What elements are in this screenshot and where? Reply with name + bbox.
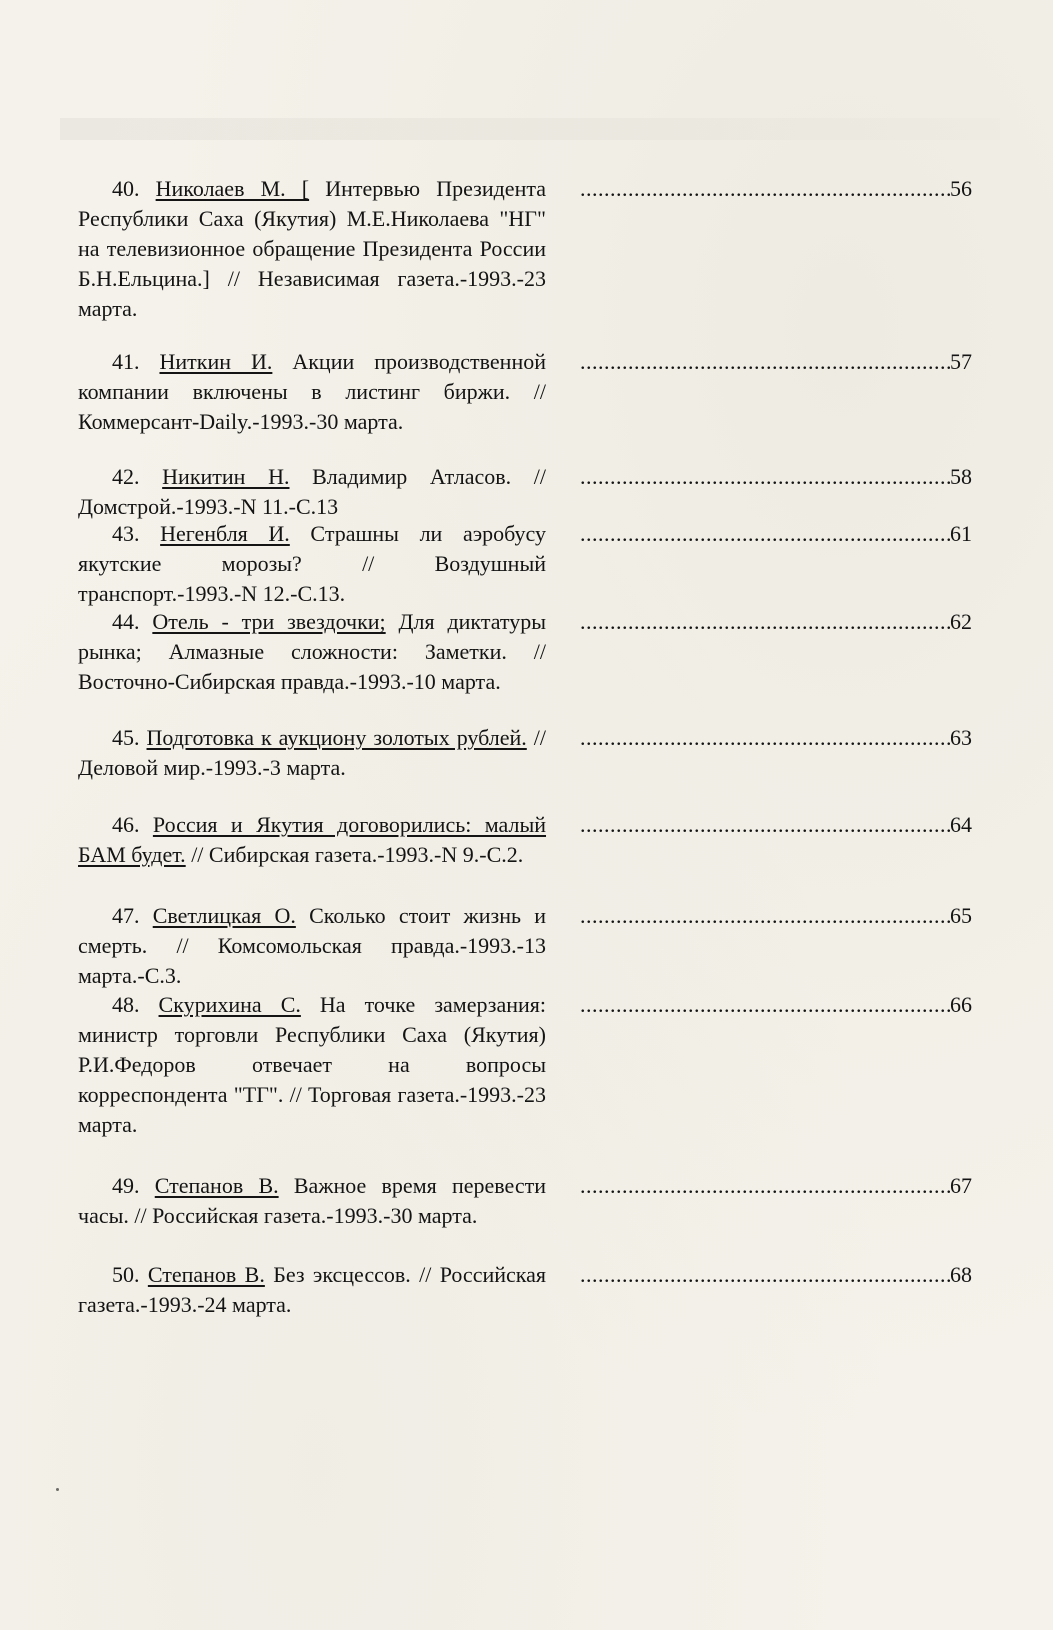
dot-leader — [580, 1171, 950, 1201]
entry-number: 40. — [112, 176, 140, 201]
page-reference — [580, 462, 972, 492]
page-number: 62 — [950, 609, 972, 634]
entry-description: Страшны ли аэробусу якутские морозы? // Воздушный транспорт.-1993.-N 12.-С.13. — [78, 521, 546, 606]
entry-description: // Сибирская газета.-1993.-N 9.-С.2. — [185, 842, 524, 867]
entry-author: Никитин Н. — [162, 464, 290, 489]
entry-number: 46. — [112, 812, 140, 837]
entry-author: Светлицкая О. — [152, 903, 296, 928]
entry-text — [78, 1260, 546, 1320]
entry-text — [78, 462, 546, 522]
dot-leader — [580, 723, 950, 753]
dot-leader — [580, 901, 950, 931]
dot-leader — [580, 519, 950, 549]
entry-number: 42. — [112, 464, 140, 489]
entry-description: // Деловой мир.-1993.-3 марта. — [78, 725, 547, 780]
page-reference — [580, 519, 972, 549]
page-reference — [580, 607, 972, 637]
entry-text — [78, 607, 546, 697]
entry-description: Важное время перевести часы. // Российская газета.-1993.-30 марта. — [78, 1173, 547, 1228]
entry-text — [78, 519, 546, 609]
entry-author: Негенбля И. — [160, 521, 290, 546]
entry-author: Россия и Якутия договорились: малый БАМ будет. — [78, 812, 547, 867]
entry-author: Подготовка к аукциону золотых рублей. — [146, 725, 527, 750]
entry-text — [78, 810, 546, 870]
entry-text — [78, 990, 546, 1140]
page-number: 63 — [950, 725, 972, 750]
dot-leader — [580, 174, 950, 204]
entry-number: 41. — [112, 349, 140, 374]
entry-number: 49. — [112, 1173, 140, 1198]
paper-speck — [56, 1488, 59, 1491]
entry-text — [78, 901, 546, 991]
entry-description: Владимир Атласов. // Домстрой.-1993.-N 11.-С.13 — [78, 464, 547, 519]
entry-description: На точке замерзания: министр торговли Республики Саха (Якутия) Р.И.Федоров отвечает на вопросы корреспондента "ТГ". // Торговая газета.-1993.-23 марта. — [78, 992, 546, 1137]
dot-leader — [580, 607, 950, 637]
page-reference — [580, 347, 972, 377]
entry-author: Степанов В. — [154, 1173, 279, 1198]
page-reference — [580, 810, 972, 840]
dot-leader — [580, 810, 950, 840]
dot-leader — [580, 347, 950, 377]
page-number: 66 — [950, 992, 972, 1017]
page-number: 58 — [950, 464, 972, 489]
entry-author: Скурихина С. — [158, 992, 301, 1017]
page-number: 56 — [950, 176, 972, 201]
page-reference — [580, 1171, 972, 1201]
dot-leader — [580, 462, 950, 492]
entry-text — [78, 174, 546, 324]
page-reference — [580, 723, 972, 753]
entry-number: 45. — [112, 725, 140, 750]
bleed-through-band — [60, 118, 1000, 140]
page-number: 61 — [950, 521, 972, 546]
page-number: 57 — [950, 349, 972, 374]
page-number: 67 — [950, 1173, 972, 1198]
entry-author: Отель - три звездочки; — [152, 609, 386, 634]
dot-leader — [580, 1260, 950, 1290]
page-number: 64 — [950, 812, 972, 837]
entry-author: Степанов В. — [147, 1262, 265, 1287]
page-number: 65 — [950, 903, 972, 928]
dot-leader — [580, 990, 950, 1020]
page-number: 68 — [950, 1262, 972, 1287]
entry-text — [78, 723, 546, 783]
entry-text — [78, 1171, 546, 1231]
entry-number: 47. — [112, 903, 140, 928]
entry-description: Без эксцессов. // Российская газета.-1993.-24 марта. — [78, 1262, 547, 1317]
entry-number: 48. — [112, 992, 140, 1017]
entry-description: Сколько стоит жизнь и смерть. // Комсомольская правда.-1993.-13 марта.-С.3. — [78, 903, 546, 988]
entry-number: 44. — [112, 609, 140, 634]
entry-description: Для диктатуры рынка; Алмазные сложности: Заметки. // Восточно-Сибирская правда.-1993.-10 марта. — [78, 609, 547, 694]
entry-author: Николаев М. [ — [155, 176, 310, 201]
entry-description: Акции производственной компании включены в листинг биржи. // Коммерсант-Daily.-1993.-30 марта. — [78, 349, 546, 434]
entry-text — [78, 347, 546, 437]
entry-number: 43. — [112, 521, 140, 546]
entry-author: Ниткин И. — [159, 349, 273, 374]
page-reference — [580, 990, 972, 1020]
entry-description: Интервью Президента Республики Саха (Якутия) М.Е.Николаева "НГ" на телевизионное обращение Президента России Б.Н.Ельцина.] // Независимая газета.-1993.-23 марта. — [78, 176, 546, 321]
entry-number: 50. — [112, 1262, 140, 1287]
page-reference — [580, 1260, 972, 1290]
page-reference — [580, 174, 972, 204]
page-reference — [580, 901, 972, 931]
